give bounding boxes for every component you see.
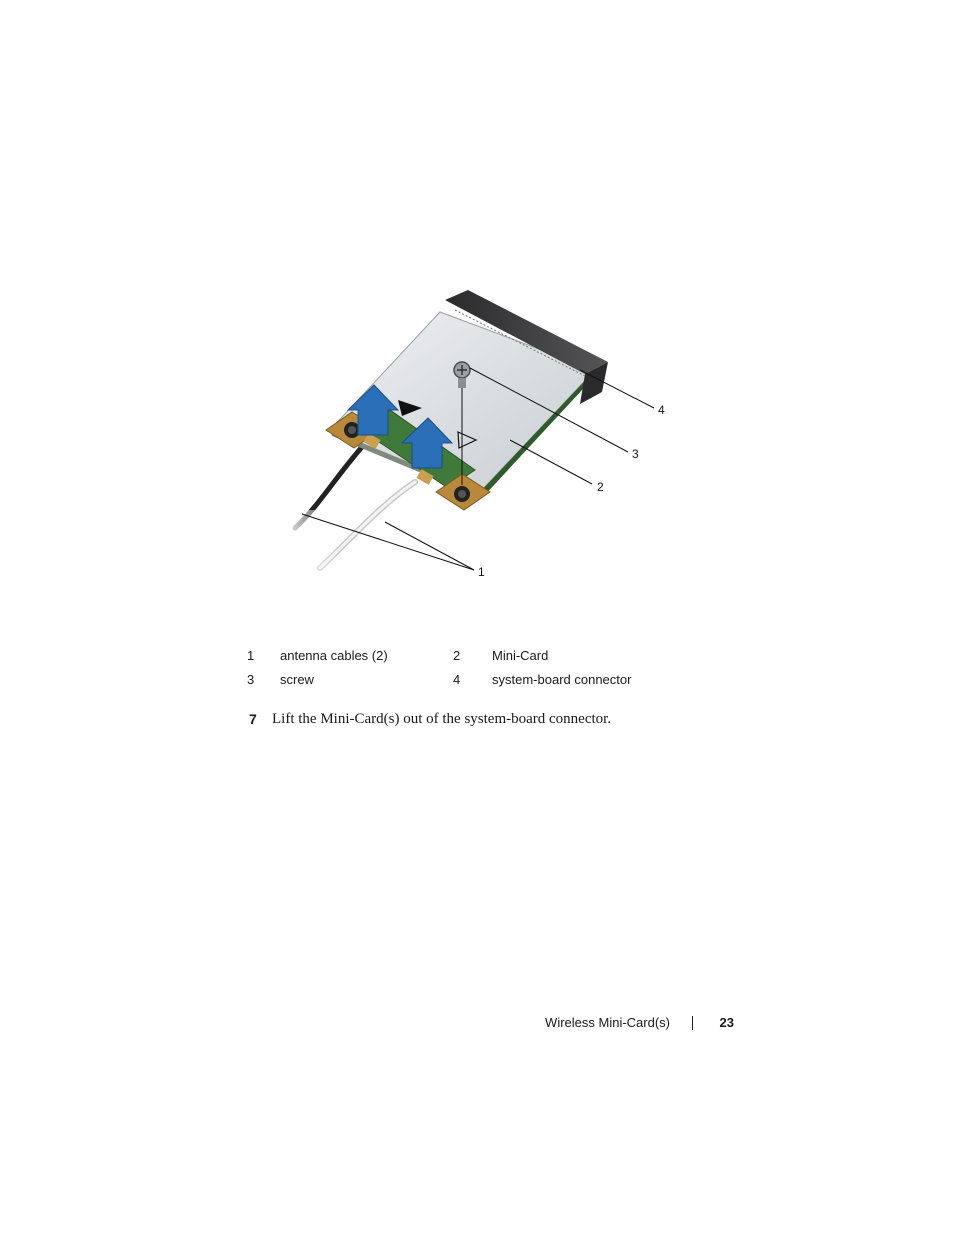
callout-1: 1 [478,565,485,579]
footer-section-title: Wireless Mini-Card(s) [545,1015,670,1030]
page-footer [500,1015,740,1035]
legend-number: 3 [247,672,255,687]
callout-3: 3 [632,447,639,461]
legend-row [247,648,667,672]
mini-card-drawing [240,270,700,600]
legend-number: 4 [453,672,461,687]
mini-card-illustration [240,270,700,600]
footer-separator [692,1016,693,1030]
legend-number: 1 [247,648,255,663]
legend-label: system-board connector [492,672,632,687]
callout-4: 4 [658,403,665,417]
legend-label: Mini-Card [492,648,549,663]
step-number: 7 [249,711,257,727]
legend-label: antenna cables (2) [280,648,388,663]
legend-row [247,672,667,696]
step-text: Lift the Mini-Card(s) out of the system-board connector. [272,711,612,727]
figure-legend [247,648,667,696]
legend-number: 2 [453,648,461,663]
legend-label: screw [280,672,314,687]
page-number: 23 [719,1015,734,1030]
callout-2: 2 [597,480,604,494]
